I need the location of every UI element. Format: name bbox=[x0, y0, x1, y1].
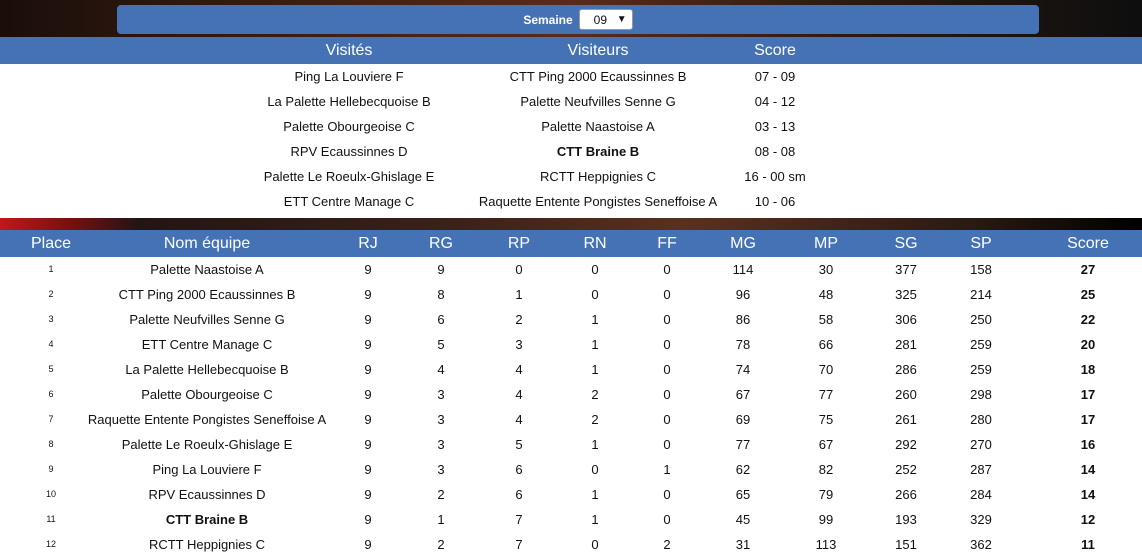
cell-ff: 2 bbox=[663, 537, 671, 552]
cell-place: 1 bbox=[48, 264, 54, 274]
match-home-team: ETT Centre Manage C bbox=[283, 194, 415, 209]
header-place: Place bbox=[30, 235, 72, 252]
cell-sp: 270 bbox=[970, 437, 992, 452]
cell-rj: 9 bbox=[364, 362, 372, 377]
cell-score: 12 bbox=[1080, 512, 1096, 527]
cell-rj: 9 bbox=[364, 512, 372, 527]
cell-rg: 3 bbox=[437, 412, 445, 427]
match-row bbox=[0, 164, 1142, 189]
cell-sp: 259 bbox=[970, 362, 992, 377]
cell-rp: 7 bbox=[515, 537, 523, 552]
cell-rp: 6 bbox=[515, 462, 523, 477]
cell-sp: 329 bbox=[970, 512, 992, 527]
cell-rn: 0 bbox=[591, 462, 599, 477]
cell-ff: 0 bbox=[663, 487, 671, 502]
table-row bbox=[0, 307, 1142, 332]
cell-sp: 362 bbox=[970, 537, 992, 552]
cell-team: CTT Braine B bbox=[165, 512, 249, 527]
cell-mp: 58 bbox=[818, 312, 834, 327]
cell-rj: 9 bbox=[364, 312, 372, 327]
cell-rp: 4 bbox=[515, 412, 523, 427]
cell-mg: 114 bbox=[732, 262, 754, 277]
cell-mp: 113 bbox=[815, 537, 837, 552]
cell-score: 27 bbox=[1080, 262, 1096, 277]
header-mg: MG bbox=[730, 235, 756, 252]
matches-list bbox=[0, 64, 1142, 214]
header-score: Score bbox=[1067, 235, 1109, 252]
cell-place: 9 bbox=[48, 464, 54, 474]
cell-team: CTT Ping 2000 Ecaussinnes B bbox=[118, 287, 296, 302]
match-away-team: Raquette Entente Pongistes Seneffoise A bbox=[478, 194, 718, 209]
table-row bbox=[0, 507, 1142, 532]
cell-score: 11 bbox=[1081, 537, 1095, 552]
cell-score: 14 bbox=[1080, 487, 1096, 502]
cell-sp: 250 bbox=[970, 312, 992, 327]
cell-place: 12 bbox=[45, 539, 56, 549]
match-score: 04 - 12 bbox=[754, 94, 796, 109]
cell-mp: 99 bbox=[818, 512, 834, 527]
cell-sg: 261 bbox=[895, 412, 917, 427]
table-row bbox=[0, 432, 1142, 457]
cell-rn: 2 bbox=[591, 412, 599, 427]
cell-rn: 0 bbox=[591, 537, 599, 552]
cell-sp: 284 bbox=[970, 487, 992, 502]
header-rg: RG bbox=[429, 235, 453, 252]
match-row bbox=[0, 114, 1142, 139]
cell-rj: 9 bbox=[364, 412, 372, 427]
header-mp: MP bbox=[814, 235, 838, 252]
cell-rj: 9 bbox=[364, 537, 372, 552]
table-row bbox=[0, 532, 1142, 557]
cell-score: 16 bbox=[1080, 437, 1096, 452]
header-ff: FF bbox=[657, 235, 677, 252]
cell-team: Palette Neufvilles Senne G bbox=[129, 312, 285, 327]
cell-place: 3 bbox=[48, 314, 54, 324]
cell-rn: 1 bbox=[591, 337, 599, 352]
cell-mg: 74 bbox=[735, 362, 751, 377]
cell-rp: 1 bbox=[515, 287, 523, 302]
cell-rn: 1 bbox=[591, 362, 599, 377]
cell-rg: 2 bbox=[437, 487, 445, 502]
cell-ff: 1 bbox=[663, 462, 671, 477]
header-match-score: Score bbox=[754, 42, 796, 59]
chevron-down-icon: ▼ bbox=[616, 14, 627, 25]
cell-ff: 0 bbox=[663, 412, 671, 427]
cell-rp: 4 bbox=[515, 387, 523, 402]
cell-rn: 0 bbox=[591, 287, 599, 302]
match-row bbox=[0, 89, 1142, 114]
match-score: 16 - 00 sm bbox=[744, 169, 806, 184]
cell-rj: 9 bbox=[364, 262, 372, 277]
cell-rg: 3 bbox=[437, 462, 445, 477]
header-sp: SP bbox=[970, 235, 992, 252]
cell-mg: 45 bbox=[735, 512, 751, 527]
match-score: 07 - 09 bbox=[754, 69, 796, 84]
cell-mg: 62 bbox=[735, 462, 751, 477]
cell-place: 10 bbox=[45, 489, 56, 499]
matches-header bbox=[0, 37, 1142, 64]
cell-sp: 158 bbox=[970, 262, 992, 277]
cell-team: ETT Centre Manage C bbox=[141, 337, 273, 352]
cell-place: 2 bbox=[48, 289, 54, 299]
cell-rp: 3 bbox=[515, 337, 523, 352]
cell-mg: 96 bbox=[735, 287, 751, 302]
match-away-team: Palette Neufvilles Senne G bbox=[520, 94, 676, 109]
header-home: Visités bbox=[325, 42, 373, 59]
cell-rg: 3 bbox=[437, 437, 445, 452]
cell-place: 6 bbox=[48, 389, 54, 399]
cell-rn: 1 bbox=[591, 312, 599, 327]
cell-rn: 1 bbox=[591, 437, 599, 452]
cell-sp: 280 bbox=[970, 412, 992, 427]
cell-mp: 66 bbox=[818, 337, 834, 352]
cell-mg: 69 bbox=[735, 412, 751, 427]
ranking-table bbox=[0, 257, 1142, 557]
cell-ff: 0 bbox=[663, 262, 671, 277]
cell-team: La Palette Hellebecquoise B bbox=[125, 362, 289, 377]
cell-rn: 2 bbox=[591, 387, 599, 402]
match-away-team: CTT Ping 2000 Ecaussinnes B bbox=[509, 69, 687, 84]
ranking-header bbox=[0, 230, 1142, 257]
cell-mp: 30 bbox=[818, 262, 834, 277]
cell-rg: 3 bbox=[437, 387, 445, 402]
divider-background bbox=[0, 218, 1142, 230]
cell-score: 20 bbox=[1080, 337, 1096, 352]
week-select[interactable] bbox=[579, 9, 633, 30]
cell-mg: 31 bbox=[735, 537, 751, 552]
cell-mp: 48 bbox=[818, 287, 834, 302]
cell-rp: 2 bbox=[515, 312, 523, 327]
cell-sp: 298 bbox=[970, 387, 992, 402]
cell-team: Palette Obourgeoise C bbox=[141, 387, 273, 402]
cell-ff: 0 bbox=[663, 362, 671, 377]
cell-ff: 0 bbox=[663, 337, 671, 352]
match-home-team: La Palette Hellebecquoise B bbox=[267, 94, 431, 109]
cell-rn: 1 bbox=[591, 512, 599, 527]
cell-team: Raquette Entente Pongistes Seneffoise A bbox=[87, 412, 327, 427]
table-row bbox=[0, 382, 1142, 407]
cell-rj: 9 bbox=[364, 287, 372, 302]
cell-mg: 67 bbox=[735, 387, 751, 402]
match-score: 08 - 08 bbox=[754, 144, 796, 159]
cell-mp: 75 bbox=[818, 412, 834, 427]
cell-sp: 287 bbox=[970, 462, 992, 477]
cell-rj: 9 bbox=[364, 437, 372, 452]
cell-sg: 325 bbox=[895, 287, 917, 302]
cell-ff: 0 bbox=[663, 312, 671, 327]
match-home-team: Palette Le Roeulx-Ghislage E bbox=[263, 169, 435, 184]
cell-team: Palette Naastoise A bbox=[150, 262, 264, 277]
cell-rg: 8 bbox=[437, 287, 445, 302]
cell-mg: 77 bbox=[735, 437, 751, 452]
cell-sg: 260 bbox=[895, 387, 917, 402]
week-select-value: 09 bbox=[593, 12, 608, 27]
cell-sg: 306 bbox=[895, 312, 917, 327]
match-score: 10 - 06 bbox=[754, 194, 796, 209]
cell-rj: 9 bbox=[364, 487, 372, 502]
cell-place: 4 bbox=[48, 339, 54, 349]
cell-rp: 6 bbox=[515, 487, 523, 502]
table-row bbox=[0, 332, 1142, 357]
cell-rg: 6 bbox=[437, 312, 445, 327]
header-rp: RP bbox=[507, 235, 531, 252]
cell-place: 7 bbox=[48, 414, 54, 424]
table-row bbox=[0, 282, 1142, 307]
header-team: Nom équipe bbox=[163, 235, 251, 252]
cell-mp: 67 bbox=[818, 437, 834, 452]
cell-ff: 0 bbox=[663, 437, 671, 452]
match-row bbox=[0, 189, 1142, 214]
cell-sg: 281 bbox=[895, 337, 917, 352]
cell-mp: 77 bbox=[818, 387, 834, 402]
match-score: 03 - 13 bbox=[754, 119, 796, 134]
cell-sg: 266 bbox=[895, 487, 917, 502]
match-away-team: RCTT Heppignies C bbox=[539, 169, 657, 184]
cell-rj: 9 bbox=[364, 462, 372, 477]
cell-rn: 1 bbox=[591, 487, 599, 502]
match-row bbox=[0, 64, 1142, 89]
match-home-team: Palette Obourgeoise C bbox=[283, 119, 415, 134]
cell-sp: 259 bbox=[970, 337, 992, 352]
cell-score: 18 bbox=[1080, 362, 1096, 377]
cell-sg: 252 bbox=[895, 462, 917, 477]
week-label: Semaine bbox=[523, 12, 573, 27]
cell-rg: 1 bbox=[437, 512, 445, 527]
match-home-team: RPV Ecaussinnes D bbox=[290, 144, 408, 159]
cell-score: 22 bbox=[1080, 312, 1096, 327]
cell-rg: 4 bbox=[437, 362, 445, 377]
header-away: Visiteurs bbox=[567, 42, 629, 59]
match-row bbox=[0, 139, 1142, 164]
cell-team: Ping La Louviere F bbox=[152, 462, 262, 477]
cell-sg: 286 bbox=[895, 362, 917, 377]
cell-rg: 9 bbox=[437, 262, 445, 277]
cell-rp: 7 bbox=[515, 512, 523, 527]
cell-place: 8 bbox=[48, 439, 54, 449]
table-row bbox=[0, 407, 1142, 432]
cell-ff: 0 bbox=[663, 387, 671, 402]
cell-rg: 2 bbox=[437, 537, 445, 552]
cell-sg: 292 bbox=[895, 437, 917, 452]
cell-rp: 0 bbox=[515, 262, 523, 277]
table-row bbox=[0, 257, 1142, 282]
cell-mg: 65 bbox=[735, 487, 751, 502]
cell-rg: 5 bbox=[437, 337, 445, 352]
cell-rp: 4 bbox=[515, 362, 523, 377]
cell-sg: 193 bbox=[895, 512, 917, 527]
cell-ff: 0 bbox=[663, 287, 671, 302]
header-rj: RJ bbox=[358, 235, 378, 252]
cell-sg: 377 bbox=[895, 262, 917, 277]
table-row bbox=[0, 357, 1142, 382]
cell-mg: 78 bbox=[735, 337, 751, 352]
match-home-team: Ping La Louviere F bbox=[294, 69, 404, 84]
cell-score: 25 bbox=[1080, 287, 1096, 302]
cell-mp: 82 bbox=[818, 462, 834, 477]
cell-team: Palette Le Roeulx-Ghislage E bbox=[121, 437, 293, 452]
cell-place: 11 bbox=[46, 514, 56, 524]
cell-score: 14 bbox=[1080, 462, 1096, 477]
cell-score: 17 bbox=[1080, 412, 1096, 427]
header-rn: RN bbox=[583, 235, 607, 252]
table-row bbox=[0, 457, 1142, 482]
cell-ff: 0 bbox=[663, 512, 671, 527]
cell-sp: 214 bbox=[970, 287, 992, 302]
match-away-team: CTT Braine B bbox=[556, 144, 640, 159]
table-row bbox=[0, 482, 1142, 507]
cell-place: 5 bbox=[48, 364, 54, 374]
cell-rj: 9 bbox=[364, 337, 372, 352]
cell-mp: 79 bbox=[818, 487, 834, 502]
cell-sg: 151 bbox=[895, 537, 917, 552]
match-away-team: Palette Naastoise A bbox=[541, 119, 655, 134]
week-selector-bar bbox=[117, 5, 1039, 34]
header-sg: SG bbox=[894, 235, 918, 252]
cell-mg: 86 bbox=[735, 312, 751, 327]
cell-rp: 5 bbox=[515, 437, 523, 452]
cell-mp: 70 bbox=[818, 362, 834, 377]
cell-score: 17 bbox=[1080, 387, 1096, 402]
cell-rj: 9 bbox=[364, 387, 372, 402]
cell-team: RPV Ecaussinnes D bbox=[148, 487, 266, 502]
cell-team: RCTT Heppignies C bbox=[148, 537, 266, 552]
cell-rn: 0 bbox=[591, 262, 599, 277]
